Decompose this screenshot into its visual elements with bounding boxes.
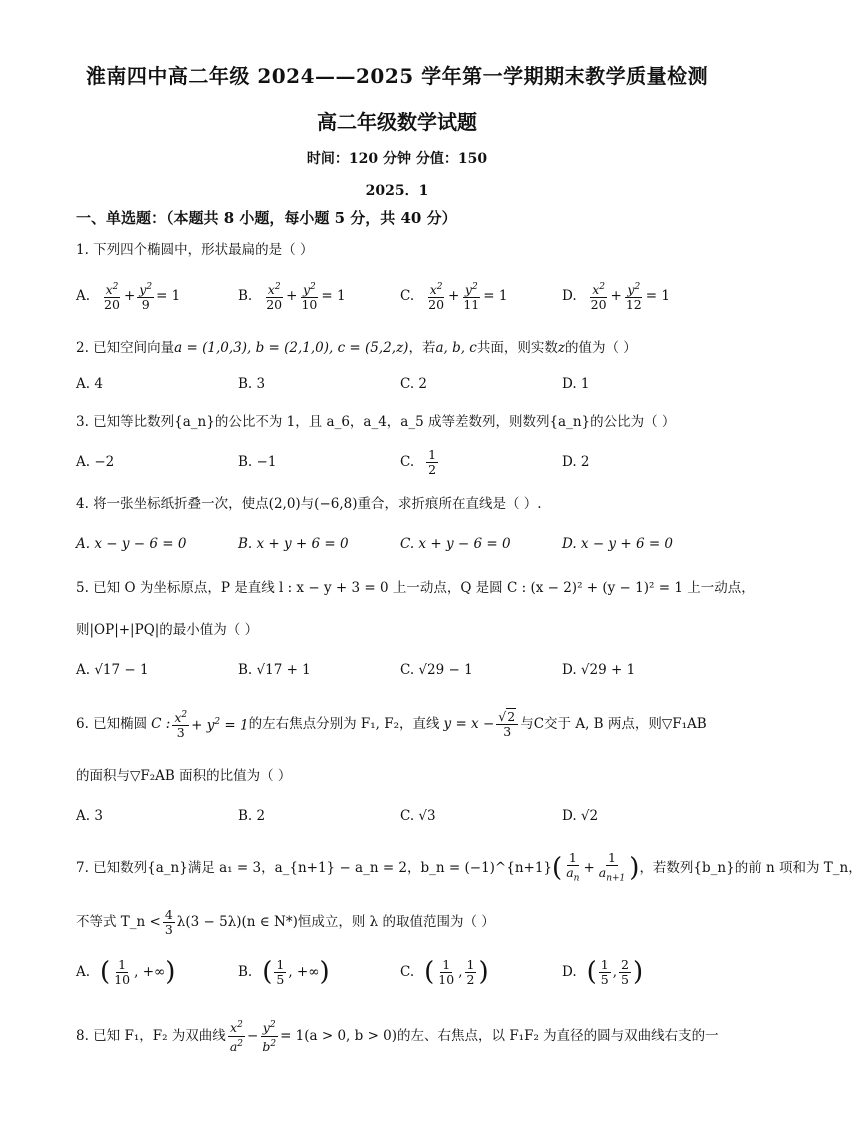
option-d: D. √2 (562, 808, 599, 824)
option-a: A. 3 (76, 808, 103, 824)
option-label: B. (238, 288, 253, 304)
option-label: A. (76, 288, 91, 304)
question-2-stem: 2. 已知空间向量a = (1,0,3), b = (2,1,0), c = (5,2,z)，若a, b, c共面，则实数z的值为（ ） (76, 340, 637, 356)
question-8-stem: 8. 已知 F₁，F₂ 为双曲线 $\frac{x^2}{a^2}$ − $\frac{y^2}{b^2}$ = 1(a > 0, b > 0)的左、右焦点，以 F₁F₂ 为直径的圆与双曲线右支的一 (76, 1020, 719, 1054)
question-2-options (76, 366, 736, 402)
option-d: D. x − y + 6 = 0 (562, 536, 674, 552)
option-a: A. $\frac{x^2}{20}$ + $\frac{y^2}{9}$ = 1 (76, 281, 181, 313)
question-7-stem-line1: 7. 已知数列{a_n}满足 a₁ = 3，a_{n+1} − a_n = 2，b_n = (−1)^{n+1} ( $\frac{1}{a_n}$ + $\frac{1}{a_{n+1}}$ ) ，若数列{b_n}的前 n 项和为 T_n， (76, 849, 862, 884)
option-c: C. x + y − 6 = 0 (400, 536, 511, 552)
option-c: C. $\frac{1}{2}$ (400, 446, 437, 477)
option-a: A. x − y − 6 = 0 (76, 536, 187, 552)
option-d: D. 2 (562, 454, 590, 470)
question-4-stem: 4. 将一张坐标纸折叠一次，使点(2,0)与(−6,8)重合，求折痕所在直线是（ ）. (76, 496, 542, 512)
option-c: C. √3 (400, 808, 436, 824)
option-c: C. 2 (400, 376, 428, 392)
option-a: A. √17 − 1 (76, 662, 149, 678)
option-b: B. $\frac{x^2}{20}$ + $\frac{y^2}{10}$ = 1 (238, 281, 346, 313)
option-a: A. ( $\frac{1}{10}$ , +∞ ) (76, 956, 176, 987)
time-score: 时间：120 分钟 分值：150 (306, 151, 488, 167)
option-b: B. 2 (238, 808, 266, 824)
question-5-stem-line2: 则|OP|+|PQ|的最小值为（ ） (76, 622, 259, 638)
section-heading: 一、单选题：（本题共 8 小题，每小题 5 分，共 40 分） (76, 209, 457, 227)
exam-subtitle: 高二年级数学试题 (317, 110, 477, 134)
exam-title: 淮南四中高二年级 2024——2025 学年第一学期期末教学质量检测 (85, 64, 709, 88)
option-b: B. √17 + 1 (238, 662, 311, 678)
question-5-stem-line1: 5. 已知 O 为坐标原点，P 是直线 l : x − y + 3 = 0 上一动点，Q 是圆 C : (x − 2)² + (y − 1)² = 1 上一动点， (76, 580, 755, 596)
option-a: A. 4 (76, 376, 103, 392)
option-c: C. $\frac{x^2}{20}$ + $\frac{y^2}{11}$ = 1 (400, 281, 508, 313)
option-label: D. (562, 288, 577, 304)
option-label: C. (400, 288, 415, 304)
question-7-stem-line2: 不等式 T_n < $\frac{4}{3}$ λ(3 − 5λ)(n ∈ N*)恒成立，则 λ 的取值范围为（ ） (76, 906, 495, 937)
option-b: B. x + y + 6 = 0 (238, 536, 349, 552)
option-a: A. −2 (76, 454, 115, 470)
question-7-options (76, 952, 736, 992)
question-6-stem-line1: 6. 已知椭圆 C : $\frac{x^2}{3}$ + $y^2 = 1$ 的左右焦点分别为 F₁, F₂，直线 y = x − $\frac{√2}{3}$ 与C交于 A, B 两点，则▽F₁AB (76, 708, 707, 741)
question-3-stem: 3. 已知等比数列{a_n}的公比不为 1，且 a_6，a_4，a_5 成等差数列，则数列{a_n}的公比为（ ） (76, 414, 676, 430)
option-d: D. ( $\frac{1}{5}$ , $\frac{2}{5}$ ) (562, 956, 644, 987)
option-b: B. 3 (238, 376, 266, 392)
exam-date: 2025．1 (365, 183, 429, 199)
question-1-stem: 1. 下列四个椭圆中，形状最扁的是（ ） (76, 242, 314, 258)
option-c: C. √29 − 1 (400, 662, 473, 678)
question-3-options (76, 444, 736, 480)
option-d: D. √29 + 1 (562, 662, 636, 678)
question-6-stem-line2: 的面积与▽F₂AB 面积的比值为（ ） (76, 768, 292, 784)
option-d: D. 1 (562, 376, 590, 392)
option-d: D. $\frac{x^2}{20}$ + $\frac{y^2}{12}$ = 1 (562, 281, 670, 313)
question-4-options (76, 526, 736, 562)
question-1-options (76, 278, 736, 314)
option-b: B. −1 (238, 454, 277, 470)
question-5-options (76, 652, 736, 688)
question-6-options (76, 798, 736, 834)
option-b: B. ( $\frac{1}{5}$ , +∞ ) (238, 956, 330, 987)
option-c: C. ( $\frac{1}{10}$ , $\frac{1}{2}$ ) (400, 956, 489, 987)
